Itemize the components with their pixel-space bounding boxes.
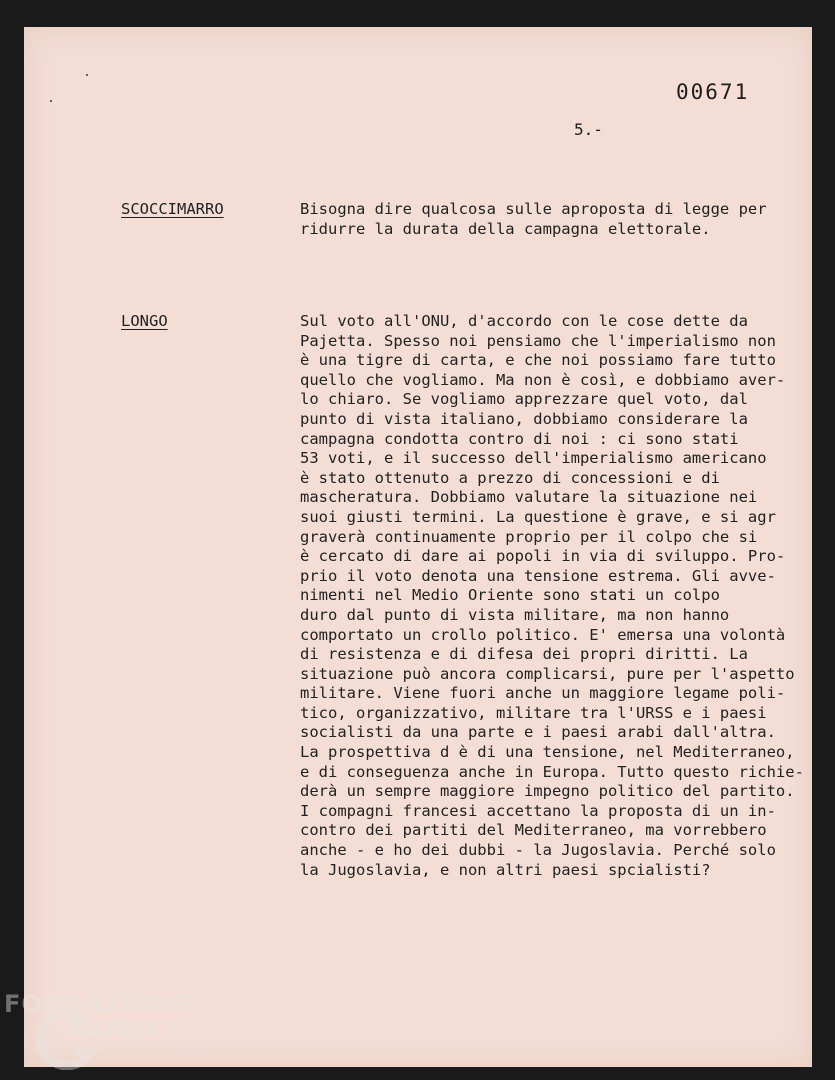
speech-line: Pajetta. Spesso noi pensiamo che l'imperialismo non xyxy=(300,331,776,350)
page-number: 5.- xyxy=(574,120,603,139)
speech-text xyxy=(300,200,810,239)
speech-line: graverà continuamente proprio per il colpo che si xyxy=(300,527,758,546)
speech-line: suoi giusti termini. La questione è grave, e si agr xyxy=(300,507,776,526)
watermark-line-2: RAMSCI xyxy=(66,1015,177,1043)
speech-line: di resistenza e di difesa dei propri diritti. La xyxy=(300,645,748,664)
speech-line: duro dal punto di vista militare, ma non hanno xyxy=(300,605,730,624)
speech-line: campagna condotta contro di noi : ci sono stati xyxy=(300,429,739,448)
speech-text xyxy=(300,312,810,880)
speech-line: ridurre la durata della campagna elettorale. xyxy=(300,219,711,238)
speech-line: anche - e ho dei dubbi - la Jugoslavia. Perché solo xyxy=(300,841,776,860)
speech-line: Bisogna dire qualcosa sulle aproposta di legge per xyxy=(300,200,767,218)
watermark-line-1: FONDAZIONE xyxy=(4,990,193,1018)
speech-line: nimenti nel Medio Oriente sono stati un colpo xyxy=(300,586,720,605)
speech-line: socialisti da una parte e i paesi arabi dall'altra. xyxy=(300,723,776,742)
document-number: 00671 xyxy=(676,80,750,104)
speech-line: lo chiaro. Se vogliamo apprezzare quel voto, dal xyxy=(300,390,748,409)
speech-line: Sul voto all'ONU, d'accordo con le cose dette da xyxy=(300,312,748,330)
speech-line: è una tigre di carta, e che noi possiamo fare tutto xyxy=(300,351,776,370)
paper-speck xyxy=(50,100,52,102)
speech-line: prio il voto denota una tensione estrema. Gli avve- xyxy=(300,566,776,585)
speech-line: derà un sempre maggiore impegno politico del partito. xyxy=(300,782,795,801)
speech-line: situazione può ancora complicarsi, pure per l'aspetto xyxy=(300,664,795,683)
speech-line: punto di vista italiano, dobbiamo considerare la xyxy=(300,409,748,428)
speaker-name: LONGO xyxy=(121,312,168,330)
speech-line: mascheratura. Dobbiamo valutare la situazione nei xyxy=(300,488,758,507)
watermark-line-3: onlus xyxy=(180,1047,207,1058)
speech-line: e di conseguenza anche in Europa. Tutto questo richie- xyxy=(300,762,804,781)
paper-speck xyxy=(86,74,88,76)
speech-line: è cercato di dare ai popoli in via di sviluppo. Pro- xyxy=(300,547,786,566)
speech-line: comportato un crollo politico. E' emersa una volontà xyxy=(300,625,786,644)
speech-line: 53 voti, e il successo dell'imperialismo americano xyxy=(300,449,767,468)
speech-line: è stato ottenuto a prezzo di concessioni e di xyxy=(300,468,720,487)
speech-line: La prospettiva d è di una tensione, nel Mediterraneo, xyxy=(300,743,795,762)
speech-line: la Jugoslavia, e non altri paesi spcialisti? xyxy=(300,860,711,879)
speaker-name: SCOCCIMARRO xyxy=(121,200,224,218)
speech-line: tico, organizzativo, militare tra l'URSS e i paesi xyxy=(300,703,767,722)
speech-line: I compagni francesi accettano la proposta di un in- xyxy=(300,801,776,820)
speech-line: militare. Viene fuori anche un maggiore legame poli- xyxy=(300,684,786,703)
watermark-logo xyxy=(4,990,214,1070)
speech-line: contro dei partiti del Mediterraneo, ma vorrebbero xyxy=(300,821,767,840)
speech-line: quello che vogliamo. Ma non è così, e dobbiamo aver- xyxy=(300,370,786,389)
